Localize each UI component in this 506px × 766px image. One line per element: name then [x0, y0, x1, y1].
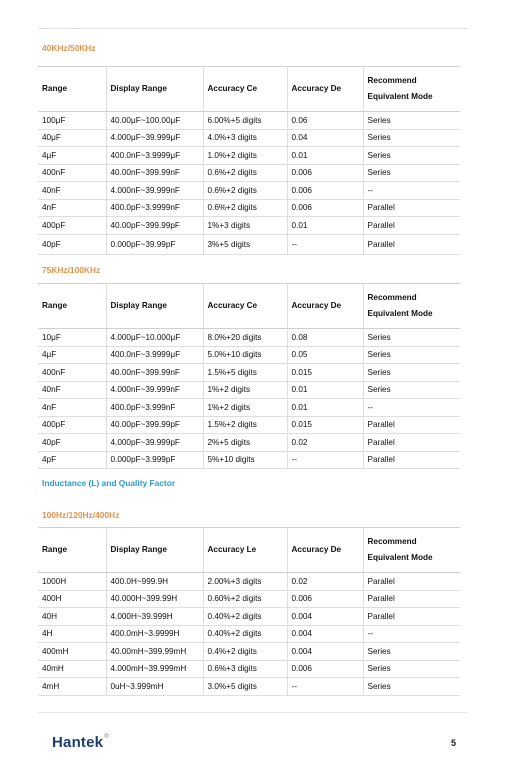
- table-row: [38, 625, 460, 643]
- table-cell: 3.0%+5 digits: [203, 678, 287, 696]
- table-row: [38, 182, 460, 200]
- table-cell: --: [363, 399, 460, 417]
- table-cell: --: [363, 182, 460, 200]
- table-cell: 0.004: [287, 625, 363, 643]
- table-cell: Series: [363, 112, 460, 130]
- table-cell: 0.006: [287, 199, 363, 217]
- table-cell: 4nF: [38, 399, 106, 417]
- table-cell: 4.000μF~39.999μF: [106, 129, 203, 147]
- table-cell: 0.6%+2 digits: [203, 164, 287, 182]
- table-cell: Series: [363, 346, 460, 364]
- table-cell: 1000H: [38, 573, 106, 591]
- table-cell: Parallel: [363, 234, 460, 254]
- table-cell: Parallel: [363, 416, 460, 434]
- table-cell: Parallel: [363, 608, 460, 626]
- table-cell: Parallel: [363, 451, 460, 469]
- table-row: [38, 434, 460, 452]
- table-cell: Series: [363, 678, 460, 696]
- table-row: [38, 112, 460, 130]
- table-cell: 0.01: [287, 399, 363, 417]
- table-cell: 0.01: [287, 217, 363, 235]
- table-cell: 400pF: [38, 217, 106, 235]
- table-cell: 0.6%+2 digits: [203, 199, 287, 217]
- table-cell: 4.0%+3 digits: [203, 129, 287, 147]
- table-row: [38, 416, 460, 434]
- table-cell: 10μF: [38, 329, 106, 347]
- column-header: Display Range: [106, 284, 203, 329]
- table-cell: 400nF: [38, 364, 106, 382]
- table-cell: 4.000H~39.999H: [106, 608, 203, 626]
- table-cell: 0.40%+2 digits: [203, 608, 287, 626]
- table-cell: 5%+10 digits: [203, 451, 287, 469]
- top-divider: [38, 28, 468, 29]
- column-header: Accuracy De: [287, 528, 363, 573]
- table-cell: 4.000pF~39.999pF: [106, 434, 203, 452]
- table-cell: Parallel: [363, 434, 460, 452]
- table-row: [38, 451, 460, 469]
- column-header: Recommend Equivalent Mode: [363, 528, 460, 573]
- table-row: [38, 364, 460, 382]
- table-row: [38, 643, 460, 661]
- column-header: Range: [38, 284, 106, 329]
- table-row: [38, 199, 460, 217]
- table-cell: 0.006: [287, 660, 363, 678]
- column-header: Recommend Equivalent Mode: [363, 67, 460, 112]
- table-cell: 40.000H~399.99H: [106, 590, 203, 608]
- column-header: Accuracy Le: [203, 528, 287, 573]
- table-row: [38, 129, 460, 147]
- table-cell: 40μF: [38, 129, 106, 147]
- registered-mark: ®: [104, 734, 109, 740]
- table-cell: 40.00pF~399.99pF: [106, 416, 203, 434]
- table-cell: 4.000nF~39.999nF: [106, 381, 203, 399]
- table-cell: 0.6%+2 digits: [203, 182, 287, 200]
- column-header: Range: [38, 528, 106, 573]
- table-cell: 2%+5 digits: [203, 434, 287, 452]
- table-cell: Parallel: [363, 217, 460, 235]
- table-cell: 40mH: [38, 660, 106, 678]
- column-header: Display Range: [106, 67, 203, 112]
- table-cell: 0.01: [287, 381, 363, 399]
- table-cell: 0.4%+2 digits: [203, 643, 287, 661]
- table-cell: 1.5%+2 digits: [203, 416, 287, 434]
- table-cell: 400.0nF~3.9999μF: [106, 346, 203, 364]
- table-cell: 100μF: [38, 112, 106, 130]
- table-cell: 400H: [38, 590, 106, 608]
- table-cell: 4μF: [38, 147, 106, 165]
- section-title-40-50khz: 40KHz/50KHz: [42, 43, 96, 53]
- table-cell: 400.0mH~3.9999H: [106, 625, 203, 643]
- column-header: Accuracy De: [287, 67, 363, 112]
- table-cell: Parallel: [363, 199, 460, 217]
- table-row: [38, 147, 460, 165]
- table-cell: 0.60%+2 digits: [203, 590, 287, 608]
- table-cell: 0.006: [287, 182, 363, 200]
- table-cell: 1%+2 digits: [203, 399, 287, 417]
- table-cell: 0.015: [287, 364, 363, 382]
- table-cell: 0.02: [287, 434, 363, 452]
- table-cell: 40pF: [38, 434, 106, 452]
- table-cell: 4nF: [38, 199, 106, 217]
- table-cell: 0.02: [287, 573, 363, 591]
- table-row: [38, 234, 460, 254]
- section-title-100-400hz: 100Hz/120Hz/400Hz: [42, 510, 120, 520]
- table-cell: 400nF: [38, 164, 106, 182]
- column-header: Recommend Equivalent Mode: [363, 284, 460, 329]
- table-cell: Series: [363, 329, 460, 347]
- table-row: [38, 608, 460, 626]
- table-cell: 40H: [38, 608, 106, 626]
- table-row: [38, 346, 460, 364]
- table-cell: --: [287, 451, 363, 469]
- table-cell: 4.000mH~39.999mH: [106, 660, 203, 678]
- table-cell: 40.00pF~399.99pF: [106, 217, 203, 235]
- table-cell: 400.0nF~3.9999μF: [106, 147, 203, 165]
- table-cell: 40.00nF~399.99nF: [106, 364, 203, 382]
- table-row: [38, 399, 460, 417]
- table-cell: 4.000nF~39.999nF: [106, 182, 203, 200]
- table-row: [38, 164, 460, 182]
- table-row: [38, 678, 460, 696]
- table-cell: Series: [363, 164, 460, 182]
- table-cell: 0.04: [287, 129, 363, 147]
- table-cell: 0.004: [287, 608, 363, 626]
- table-cell: 2.00%+3 digits: [203, 573, 287, 591]
- table-cell: Parallel: [363, 590, 460, 608]
- table-cell: 400.0pF~3.9999nF: [106, 199, 203, 217]
- table-cell: 0.000pF~39.99pF: [106, 234, 203, 254]
- table-header-row: [38, 284, 460, 329]
- table-cell: 4pF: [38, 451, 106, 469]
- table-cell: 0.015: [287, 416, 363, 434]
- table-40-50khz: [38, 66, 460, 255]
- table-cell: 400pF: [38, 416, 106, 434]
- table-cell: 0.004: [287, 643, 363, 661]
- table-cell: 4H: [38, 625, 106, 643]
- table-cell: 0.006: [287, 590, 363, 608]
- column-header: Accuracy De: [287, 284, 363, 329]
- table-cell: Series: [363, 364, 460, 382]
- table-cell: 0.000pF~3.999pF: [106, 451, 203, 469]
- brand-name: Hantek: [52, 734, 104, 751]
- table-row: [38, 660, 460, 678]
- table-cell: 1.0%+2 digits: [203, 147, 287, 165]
- table-cell: 40nF: [38, 381, 106, 399]
- table-cell: 40.00nF~399.99nF: [106, 164, 203, 182]
- column-header: Accuracy Ce: [203, 67, 287, 112]
- column-header: Accuracy Ce: [203, 284, 287, 329]
- table-cell: --: [363, 625, 460, 643]
- table-cell: 1%+3 digits: [203, 217, 287, 235]
- table-cell: Parallel: [363, 573, 460, 591]
- footer-divider: [38, 712, 468, 713]
- table-cell: 40.00mH~399.99mH: [106, 643, 203, 661]
- table-cell: Series: [363, 129, 460, 147]
- table-cell: Series: [363, 381, 460, 399]
- table-cell: 400.0H~999.9H: [106, 573, 203, 591]
- table-cell: 0.01: [287, 147, 363, 165]
- table-cell: 4μF: [38, 346, 106, 364]
- table-cell: 40nF: [38, 182, 106, 200]
- table-cell: 0.40%+2 digits: [203, 625, 287, 643]
- page-number: 5: [450, 738, 456, 748]
- table-cell: 4.000μF~10.000μF: [106, 329, 203, 347]
- table-cell: 4mH: [38, 678, 106, 696]
- table-cell: 0.05: [287, 346, 363, 364]
- table-cell: 40.00μF~100.00μF: [106, 112, 203, 130]
- table-header-row: [38, 528, 460, 573]
- table-cell: 400.0pF~3.999nF: [106, 399, 203, 417]
- table-cell: Series: [363, 147, 460, 165]
- table-cell: 6.00%+5 digits: [203, 112, 287, 130]
- table-cell: --: [287, 678, 363, 696]
- brand-logo: [52, 734, 109, 751]
- inductance-heading: Inductance (L) and Quality Factor: [42, 478, 176, 488]
- table-cell: --: [287, 234, 363, 254]
- table-cell: Series: [363, 643, 460, 661]
- table-row: [38, 573, 460, 591]
- table-cell: 0.06: [287, 112, 363, 130]
- table-cell: 400mH: [38, 643, 106, 661]
- table-cell: 0.6%+3 digits: [203, 660, 287, 678]
- table-75-100khz: [38, 283, 460, 469]
- table-cell: 8.0%+20 digits: [203, 329, 287, 347]
- table-cell: 0.08: [287, 329, 363, 347]
- table-inductance-100-400hz: [38, 527, 460, 696]
- table-row: [38, 381, 460, 399]
- table-cell: 0uH~3.999mH: [106, 678, 203, 696]
- column-header: Range: [38, 67, 106, 112]
- table-cell: 1.5%+5 digits: [203, 364, 287, 382]
- table-header-row: [38, 67, 460, 112]
- table-cell: 1%+2 digits: [203, 381, 287, 399]
- table-row: [38, 217, 460, 235]
- table-cell: Series: [363, 660, 460, 678]
- table-cell: 5.0%+10 digits: [203, 346, 287, 364]
- table-cell: 3%+5 digits: [203, 234, 287, 254]
- table-row: [38, 329, 460, 347]
- section-title-75-100khz: 75KHz/100KHz: [42, 265, 101, 275]
- table-row: [38, 590, 460, 608]
- table-cell: 0.006: [287, 164, 363, 182]
- column-header: Display Range: [106, 528, 203, 573]
- table-cell: 40pF: [38, 234, 106, 254]
